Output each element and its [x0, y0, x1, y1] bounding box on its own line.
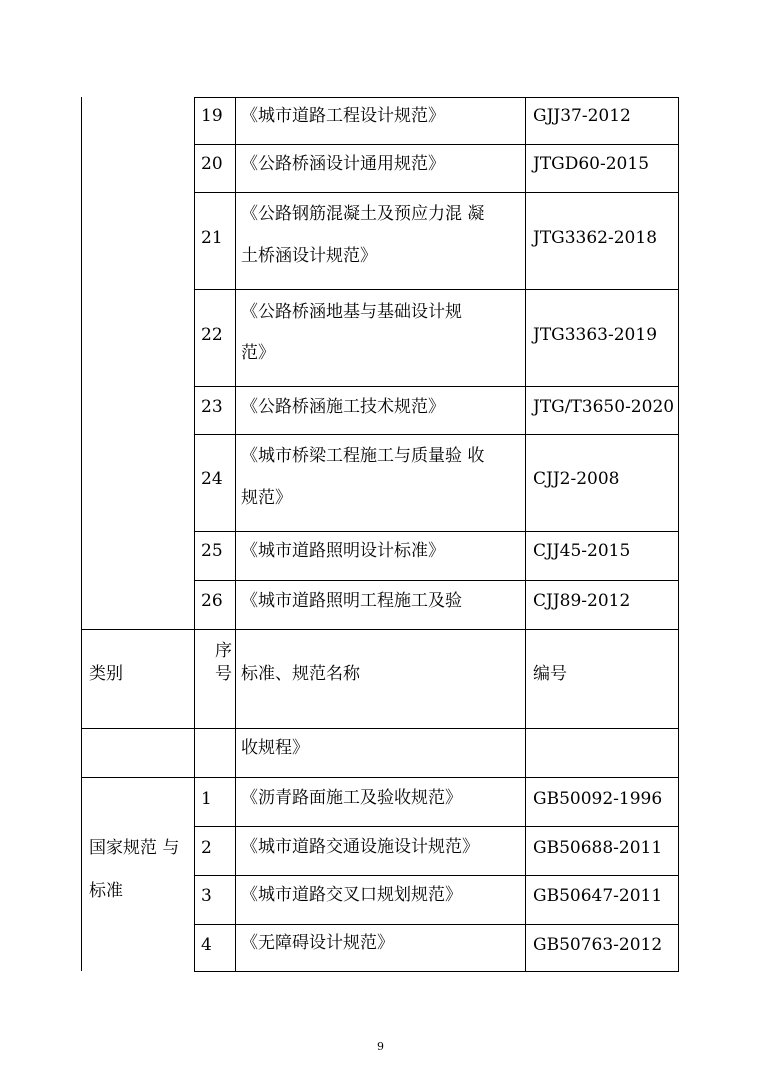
table-divider-seq [235, 97, 236, 972]
standard-name: 《公路桥涵设计通用规范》 [241, 154, 445, 174]
row-line [81, 728, 679, 729]
row-line [194, 531, 679, 532]
standard-name: 《公路钢筋混凝土及预应力混 凝 [241, 204, 485, 224]
standard-name: 《城市道路交叉口规划规范》 [241, 885, 462, 905]
row-line [81, 629, 679, 630]
table-border-left [81, 97, 82, 971]
standard-name: 《城市桥梁工程施工与质量验 收 [241, 446, 485, 466]
row-number: 22 [201, 325, 223, 345]
row-line [194, 192, 679, 193]
row-number: 25 [201, 541, 223, 561]
standard-code: JTG/T3650-2020 [533, 397, 675, 417]
table-divider-name [525, 97, 526, 972]
standard-name: 《公路桥涵地基与基础设计规 [241, 302, 462, 322]
standard-code: GB50647-2011 [533, 886, 663, 906]
standard-name: 《无障碍设计规范》 [241, 933, 394, 953]
header-seq-line1: 序 [215, 641, 232, 661]
standard-code: JTG3363-2019 [533, 325, 658, 345]
row-line [194, 144, 679, 145]
standard-name: 《城市道路照明工程施工及验 [241, 591, 462, 611]
row-number: 24 [201, 469, 223, 489]
table-border-right [678, 97, 679, 972]
row-number: 26 [201, 591, 223, 611]
header-code: 编号 [533, 664, 567, 684]
row-line [194, 434, 679, 435]
category-label-line1: 国家规范 与 [89, 838, 180, 858]
row-line [81, 777, 679, 778]
row-number: 21 [201, 228, 223, 248]
row-line [194, 826, 679, 827]
continuation-name: 收规程》 [241, 738, 309, 758]
standard-code: CJJ45-2015 [533, 541, 631, 561]
row-number: 2 [201, 838, 212, 858]
row-number: 4 [201, 935, 212, 955]
standard-code: JTGD60-2015 [533, 154, 650, 174]
header-seq-line2: 号 [215, 664, 232, 684]
standard-name: 《城市道路工程设计规范》 [241, 106, 445, 126]
row-number: 19 [201, 106, 223, 126]
standard-name: 《沥青路面施工及验收规范》 [241, 788, 462, 808]
row-line [194, 97, 679, 98]
standard-code: CJJ89-2012 [533, 591, 631, 611]
header-name: 标准、规范名称 [241, 664, 360, 684]
row-number: 23 [201, 397, 223, 417]
standard-code: GB50092-1996 [533, 789, 663, 809]
row-line [194, 971, 679, 972]
row-number: 3 [201, 886, 212, 906]
standard-code: GJJ37-2012 [533, 106, 631, 126]
standard-code: GB50688-2011 [533, 838, 663, 858]
standard-name: 《公路桥涵施工技术规范》 [241, 397, 445, 417]
standard-name: 规范》 [241, 488, 292, 508]
standard-name: 《城市道路照明设计标准》 [241, 541, 445, 561]
standard-name: 范》 [241, 343, 275, 363]
row-line [194, 289, 679, 290]
table-divider-category [194, 97, 195, 972]
standard-name: 《城市道路交通设施设计规范》 [241, 837, 479, 857]
row-number: 20 [201, 154, 223, 174]
row-line [194, 580, 679, 581]
row-line [194, 875, 679, 876]
standard-name: 土桥涵设计规范》 [241, 246, 377, 266]
row-line [194, 924, 679, 925]
standard-code: GB50763-2012 [533, 935, 663, 955]
row-number: 1 [201, 789, 212, 809]
row-line [194, 386, 679, 387]
category-label-line2: 标准 [89, 881, 123, 901]
standard-code: JTG3362-2018 [533, 228, 658, 248]
header-category: 类别 [89, 664, 123, 684]
standard-code: CJJ2-2008 [533, 469, 620, 489]
page-number: 9 [377, 1040, 384, 1053]
